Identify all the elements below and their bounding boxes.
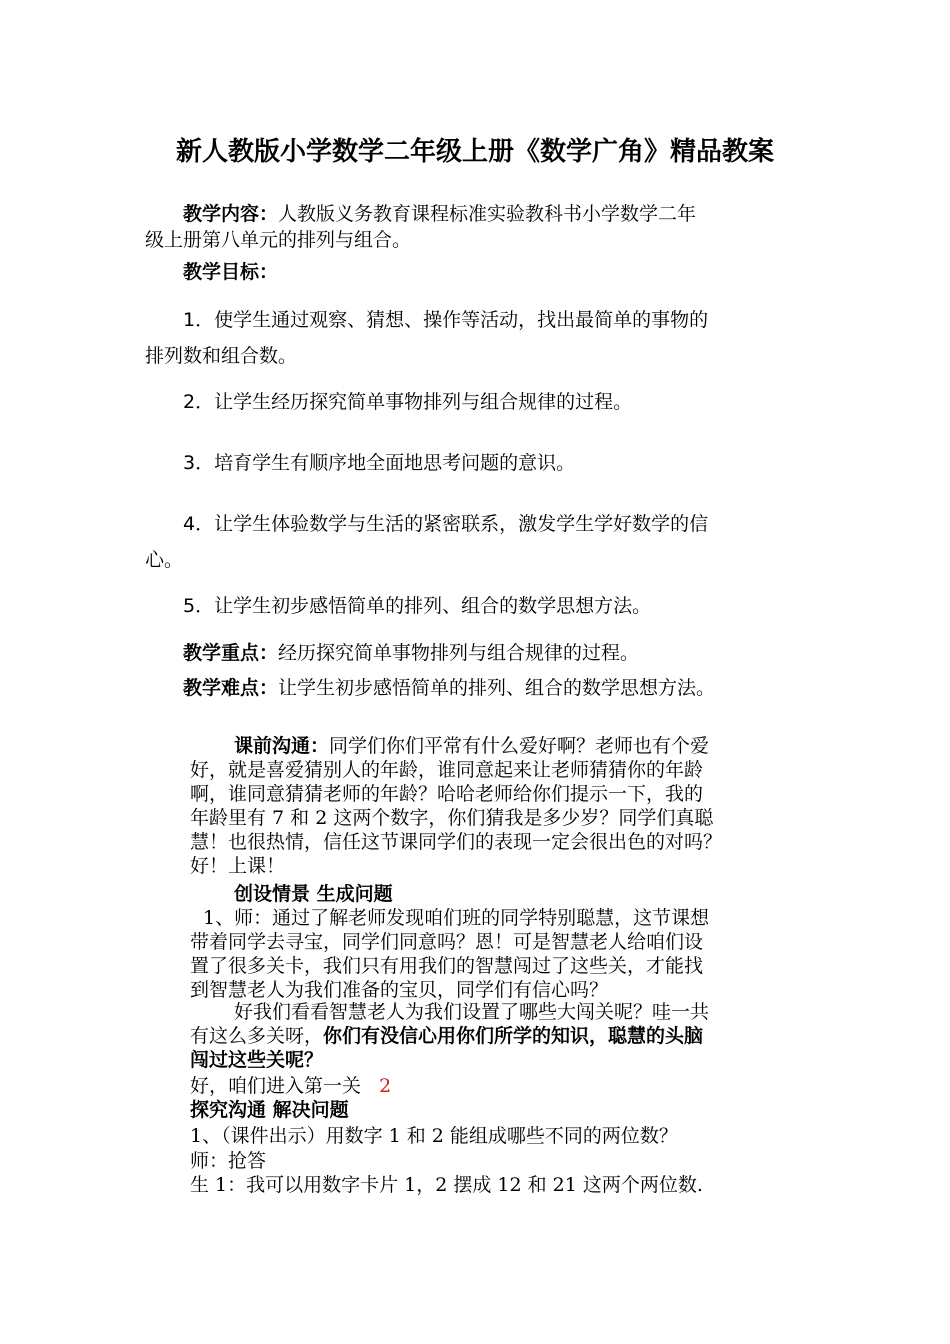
objective-3: 3．培育学生有顺序地全面地思考问题的意识。	[183, 452, 576, 474]
explore-line1: 1、（课件出示）用数字 1 和 2 能组成哪些不同的两位数？	[190, 1125, 678, 1147]
objective-5: 5．让学生初步感悟简单的排列、组合的数学思想方法。	[183, 595, 652, 617]
pre-class-line4: 年龄里有 7 和 2 这两个数字，你们猜我是多少岁？同学们真聪	[190, 807, 714, 829]
pre-class-line1: 课前沟通：同学们你们平常有什么爱好啊？老师也有个爱	[234, 735, 710, 757]
objectives-label: 教学目标：	[183, 261, 279, 283]
teaching-content-line2: 级上册第八单元的排列与组合。	[145, 229, 412, 251]
scene-p1-line3: 置了很多关卡，我们只有用我们的智慧闯过了这些关，才能找	[190, 955, 704, 977]
key-point: 教学重点：经历探究简单事物排列与组合规律的过程。	[183, 642, 640, 664]
scene-p1-line2: 带着同学去寻宝，同学们同意吗？恩！可是智慧老人给咱们设	[190, 931, 704, 953]
level-number: 2	[379, 1075, 392, 1097]
teaching-content-text: 人教版义务教育课程标准实验教科书小学数学二年	[278, 203, 697, 225]
pre-class-label: 课前沟通：	[234, 735, 330, 757]
pre-class-line6: 好！上课！	[190, 855, 286, 877]
objective-2: 2．让学生经历探究简单事物排列与组合规律的过程。	[183, 391, 633, 413]
pre-class-line5: 慧！也很热情，信任这节课同学们的表现一定会很出色的对吗？	[190, 831, 723, 853]
explore-heading: 探究沟通 解决问题	[190, 1099, 349, 1121]
teaching-content-label: 教学内容：	[183, 203, 279, 225]
scene-p2-line2: 有这么多关呀，你们有没信心用你们所学的知识，聪慧的头脑	[190, 1025, 704, 1047]
difficulty-label: 教学难点：	[183, 677, 279, 699]
scene-p3: 好，咱们进入第一关 2	[190, 1075, 392, 1097]
explore-line2: 师：抢答	[190, 1150, 267, 1172]
explore-line3: 生 1：我可以用数字卡片 1，2 摆成 12 和 21 这两个两位数.	[190, 1174, 703, 1196]
teaching-content-line1	[183, 201, 696, 227]
scene-p2-line1: 好我们看看智慧老人为我们设置了哪些大闯关呢？哇一共	[234, 1001, 710, 1023]
objective-4-line1: 4．让学生体验数学与生活的紧密联系，激发学生学好数学的信	[183, 513, 709, 535]
objective-4-line2: 心。	[145, 549, 184, 571]
document-title: 新人教版小学数学二年级上册《数学广角》精品教案	[175, 137, 774, 167]
scene-p1-line1: 1、师：通过了解老师发现咱们班的同学特别聪慧，这节课想	[203, 907, 710, 929]
objective-1-line1: 1．使学生通过观察、猜想、操作等活动，找出最简单的事物的	[183, 309, 709, 331]
scene-heading: 创设情景 生成问题	[234, 883, 393, 905]
difficulty: 教学难点：让学生初步感悟简单的排列、组合的数学思想方法。	[183, 677, 716, 699]
pre-class-line3: 啊，谁同意猜猜老师的年龄？哈哈老师给你们提示一下，我的	[190, 783, 704, 805]
scene-p2-line3: 闯过这些关呢？	[190, 1049, 324, 1071]
key-point-label: 教学重点：	[183, 642, 279, 664]
scene-p1-line4: 到智慧老人为我们准备的宝贝，同学们有信心吗？	[190, 979, 609, 1001]
objective-1-line2: 排列数和组合数。	[145, 345, 298, 367]
pre-class-line2: 好，就是喜爱猜别人的年龄，谁同意起来让老师猜猜你的年龄	[190, 759, 704, 781]
